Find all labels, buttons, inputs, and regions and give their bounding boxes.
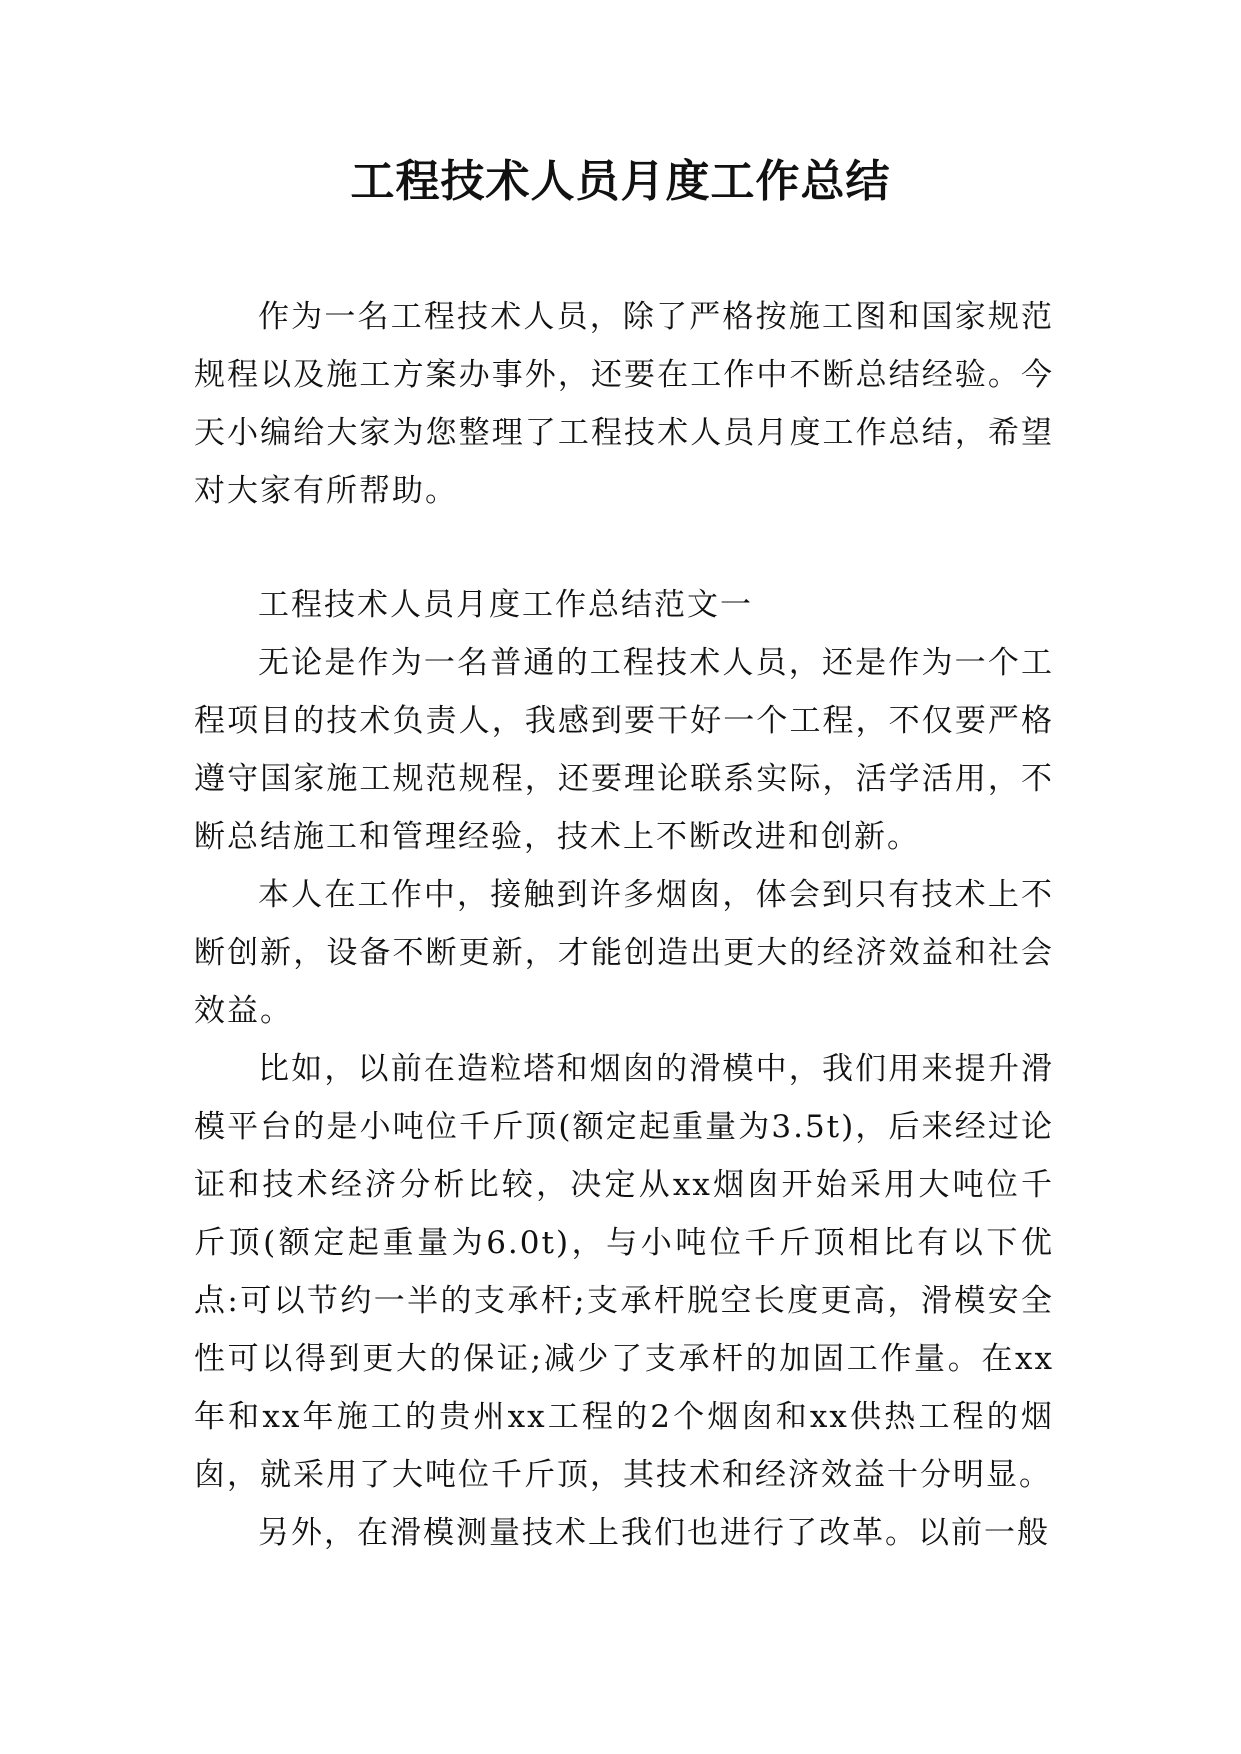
section-heading: 工程技术人员月度工作总结范文一 xyxy=(258,587,753,623)
body-paragraph-1: 无论是作为一名普通的工程技术人员，还是作为一个工程项目的技术负责人，我感到要干好一个工程，不仅要严格遵守国家施工规范规程，还要理论联系实际，活学活用，不断总结施工和管理经验，技术上不断改进和创新。 xyxy=(194,645,1054,855)
body-paragraph-4: 另外，在滑模测量技术上我们也进行了改革。以前一般 xyxy=(258,1515,1050,1551)
section-block xyxy=(194,576,1054,1562)
intro-paragraph: 作为一名工程技术人员，除了严格按施工图和国家规范规程以及施工方案办事外，还要在工作中不断总结经验。今天小编给大家为您整理了工程技术人员月度工作总结，希望对大家有所帮助。 xyxy=(194,299,1054,509)
intro-block xyxy=(194,288,1054,520)
document-title: 工程技术人员月度工作总结 xyxy=(350,156,891,207)
body-paragraph-3: 比如，以前在造粒塔和烟囱的滑模中，我们用来提升滑模平台的是小吨位千斤顶(额定起重量为3.5t)，后来经过论证和技术经济分析比较，决定从xx烟囱开始采用大吨位千斤顶(额定起重量为6.0t)，与小吨位千斤顶相比有以下优点:可以节约一半的支承杆;支承杆脱空长度更高，滑模安全性可以得到更大的保证;减少了支承杆的加固工作量。在xx年和xx年施工的贵州xx工程的2个烟囱和xx供热工程的烟囱，就采用了大吨位千斤顶，其技术和经济效益十分明显。 xyxy=(194,1051,1054,1493)
body-paragraph-2: 本人在工作中，接触到许多烟囱，体会到只有技术上不断创新，设备不断更新，才能创造出更大的经济效益和社会效益。 xyxy=(194,877,1054,1029)
